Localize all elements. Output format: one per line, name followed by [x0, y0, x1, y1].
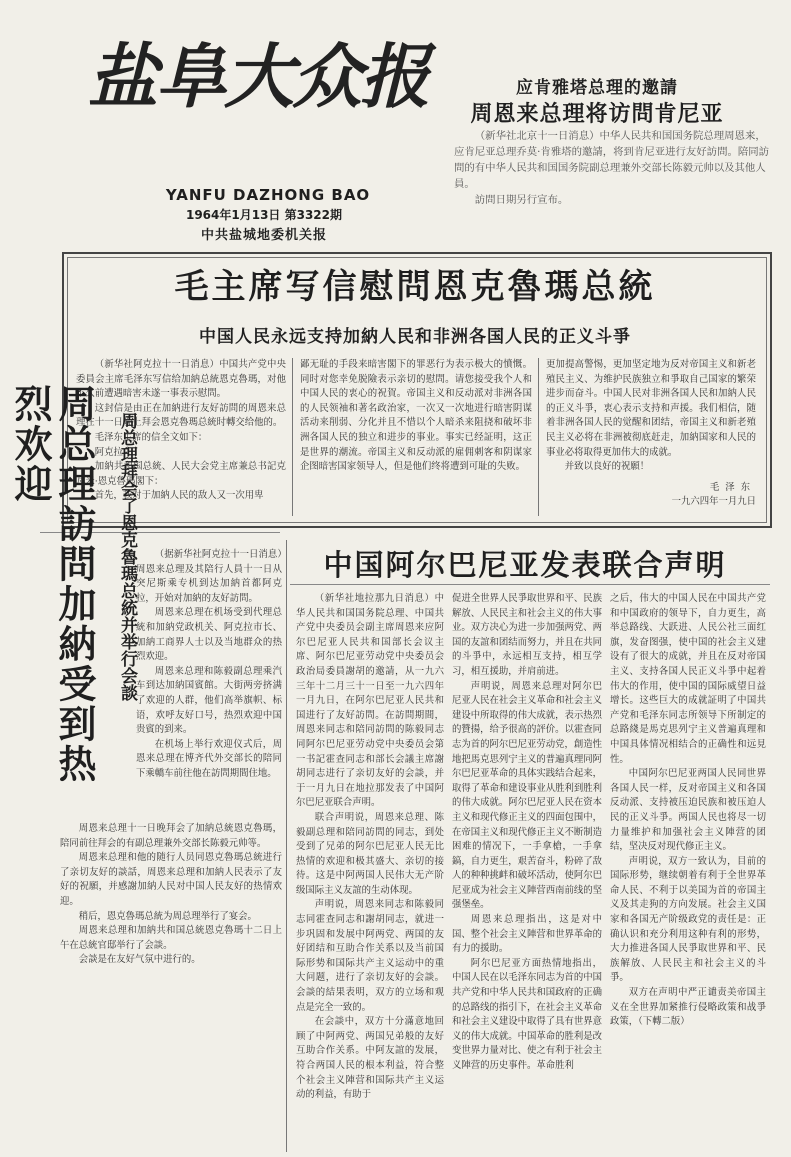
top-story-body: [454, 128, 772, 208]
top-story-kicker: 应肯雅塔总理的邀請: [516, 78, 678, 98]
lead-story-paragraph: 这封信是由正在加納进行友好訪問的周恩来总理在十一日晚上拜会恩克魯瑪总統时轉交给他的。: [76, 402, 286, 429]
lead-story-salutation: 阿克拉: [94, 446, 123, 458]
zhou-story-paragraph: 会談是在友好气氛中进行的。: [78, 954, 201, 966]
zhou-story-paragraph: 周恩来总理和加納共和国总統恩克魯瑪十二日上午在总統官邸举行了会談。: [60, 925, 282, 951]
lead-story-paragraph: 更加提高警惕，更加坚定地为反对帝国主义和新老殖民主义、为维护民族独立和爭取自己国家的繁荣进步而奋斗。中国人民对非洲各国人民和加納人民的正义斗爭，衷心表示支持和声援。我们相信，随着非洲各国人民的觉醒和团结，帝国主义和新老殖民主义必将在非洲被彻底赶走，加納国家和人民的事业必将取得更加伟大的成就。: [546, 359, 756, 458]
zhou-story-paragraph: 周恩来总理和他的随行人员同恩克魯瑪总統进行了亲切友好的談話，周恩来总理和加納人民表示了友好的祝願，并感謝加納人民对中国人民友好的热情欢迎。: [60, 852, 282, 907]
zhou-story-subhead: 周总理拜会了恩克魯瑪总統并举行会談: [117, 412, 137, 701]
albania-story-paragraph: 阿尔巴尼亚方面热情地指出，中国人民在以毛泽东同志为首的中国共产党和中华人民共和国政府的正确的总路线的指引下，在社会主义革命和社会主义建设中取得了具有世界意义的伟大成就。中国革命的胜利是改变世界力量对比、使之有利于社会主义陣营的历史事件。革命胜利: [452, 957, 602, 1071]
masthead-date-issue: 1964年1月13日 第3322期: [185, 208, 343, 222]
top-story-paragraph: （新华社北京十一日消息）中华人民共和国国务院总理周恩来，应肯尼亚总理乔莫·肯雅塔的邀請，将到肯尼亚进行友好訪問。陪同訪問的有中华人民共和国国务院副总理兼外交部长陈毅元帅以及其他人員。: [454, 130, 770, 190]
masthead-title: 盐阜大众报: [88, 35, 428, 118]
albania-story-paragraph: 声明说，双方一致认为，目前的国际形势，继续朝着有利于全世界革命人民、不利于以美国为首的帝国主义及其走狗的方向发展。社会主义国家和各国无产阶级政党的责任是：正确认识和充分利用这种有利的形势，大力推进各国人民爭取世界和平、民族解放、人民民主和社会主义的斗爭。: [610, 855, 766, 984]
albania-story-column-2: [452, 592, 602, 1152]
albania-story-column-3: [610, 592, 766, 1152]
zhou-story-paragraph: 周恩来总理和陈毅副总理乘汽车到达加納国賓館。大街两旁挤满了欢迎的人群，他们高举旗帜、标语，欢呼友好口号，热烈欢迎中国贵賓的到来。: [136, 665, 282, 736]
lead-story-wish: 并致以良好的祝願！: [564, 461, 650, 473]
top-story-paragraph-end: 訪問日期另行宣布。: [474, 194, 569, 206]
zhou-story-column: [136, 548, 282, 820]
lead-story-column-2: [300, 358, 532, 518]
lead-story-column-3: [546, 358, 756, 518]
zhou-story-paragraph: （据新华社阿克拉十一日消息）周恩来总理及其陪行人員十一日从突尼斯乘专机到达加納首都阿克拉，开始对加納的友好訪問。: [136, 549, 282, 604]
albania-story-column-1: [296, 592, 444, 1152]
masthead-organ: 中共盐城地委机关报: [200, 228, 327, 243]
lead-story-date: 一九六四年一月九日: [671, 496, 756, 508]
albania-story-paragraph: 周恩来总理指出，这是对中国、整个社会主义陣营和世界革命的有力的援助。: [452, 914, 602, 955]
lead-story-signature: 毛泽东: [709, 481, 756, 493]
albania-story-paragraph: 双方在声明中严正谴责美帝国主义在全世界加紧推行侵略政策和战爭政策，（下轉二版）: [610, 987, 766, 1028]
albania-story-paragraph: 声明说，周恩来总理对阿尔巴尼亚人民在社会主义革命和社会主义建设中所取得的伟大成就，表示热烈的贊揚，给予很高的評价。以霍查同志为首的阿尔巴尼亚劳动党，創造性地把馬克思列宁主义的普遍真理同阿尔巴尼亚革命的具体实践结合起来，取得了革命和建设事业从胜利到胜利的伟大成就。阿尔巴尼亚人民在资本主义和现代修正主义的四面包围中，在帝国主义和现代修正主义不断制造困难的情况下，一手拿槍，一手拿鎬，自力更生，艰苦奋斗，粉碎了敌人的种种挑衅和破坏活动，使阿尔巴尼亚成为社会主义陣营西南前线的坚强堡垒。: [452, 680, 602, 911]
albania-story-paragraph: 在会談中，双方十分滿意地回顾了中阿两党、两国兄弟般的友好互助合作关系。中阿友誼的发展，符合两国人民的根本利益，符合整个社会主义陣营和国际共产主义运动的利益，有助于: [296, 1016, 444, 1101]
masthead-roman: YANFU DAZHONG BAO: [165, 186, 371, 204]
zhou-story-paragraph: 周恩来总理在机场受到代理总統和加納党政机关、阿克拉市长、加納工商界人士以及当地群众的热烈欢迎。: [136, 607, 282, 663]
albania-story-paragraph: 联合声明说，周恩来总理、陈毅副总理和陪同訪問的同志，到处受到了兄弟的阿尔巴尼亚人民无比热情的欢迎和极其盛大、亲切的接待。这是中阿两国人民伟大无产阶级国际主义友誼的生动体现。: [296, 811, 444, 896]
zhou-story-headline: 周总理訪問加納受到热烈欢迎: [8, 384, 97, 784]
albania-story-paragraph: 之后，伟大的中国人民在中国共产党和中国政府的领导下，自力更生，高举总路线、大跃进、人民公社三面红旗，发奋图强，使中国的社会主义建设有了很大的成就，并且在反对帝国主义、支持各国人民正义斗爭中起着伟大的作用，使中国的国际威望日益增长。这些巨大的成就証明了中国共产党和毛泽东同志所领导下所制定的总路綫是馬克思列宁主义普遍真理和中国具体情况相结合的正确性和远見性。: [610, 593, 766, 765]
lead-story-headline: 毛主席写信慰問恩克魯瑪总統: [174, 267, 656, 307]
top-story-headline: 周恩来总理将访問肯尼亚: [470, 101, 724, 127]
zhou-story-paragraph: 稍后，恩克魯瑪总統为周总理举行了宴会。: [78, 910, 257, 922]
lead-story-paragraph: 首先，我对于加納人民的敌人又一次用卑: [94, 490, 264, 502]
lead-story-subhead: 中国人民永远支持加納人民和非洲各国人民的正义斗爭: [199, 327, 631, 347]
albania-story-paragraph: 促进全世界人民爭取世界和平、民族解放、人民民主和社会主义的伟大事业。双方决心为进一步加强两党、两国的友誼和团结而努力，并且在共同的斗爭中，永远相互支持，相互学习，相互援助，并肩前进。: [452, 593, 602, 677]
lead-story-paragraph: 鄙无耻的手段来暗害閣下的罪恶行为表示极大的憤慨。同时对您幸免脱險表示亲切的慰問。请您接受我个人和中国人民的衷心的祝賀。帝国主义和反动派对非洲各国的人民领袖和著名政治家，一次又一次地进行暗害阴谋活动来削弱、分化并且不惜以个人暗杀来阻挠和破坏非洲各国人民的独立和进步的事业。事实已经証明，这正是世界的潮流。帝国主义和反动派的雇佣刺客和阴谋家企图暗害国家领导人，但是他们终将遭到可耻的失败。: [300, 359, 532, 473]
zhou-story-paragraph: 周恩来总理十一日晚拜会了加納总統恩克魯瑪，陪同前往拜会的有副总理兼外交部长陈毅元帅等。: [60, 823, 282, 849]
lead-story-paragraph: 毛泽东主席的信全文如下：: [94, 431, 208, 443]
albania-story-paragraph: （新华社地拉那九日消息）中华人民共和国国务院总理、中国共产党中央委员会副主席周恩来应阿尔巴尼亚人民共和国部长会议主席、阿尔巴尼亚劳动党中央委员会政治局委員謝胡的邀請，从一九六三年十二月三十一日至一九六四年一月九日，在阿尔巴尼亚人民共和国进行了友好訪問。在訪問期間，周恩来同志和陪同訪問的陈毅同志同阿尔巴尼亚劳动党中央委员会第一书記霍查同志和部长会議主席謝胡同志进行了亲切友好的会談，并于一月九日在地拉那发表了中国阿尔巴尼亚联合声明。: [296, 593, 444, 809]
lead-story-address: 加納共和国总統、人民大会党主席兼总书記克瓦米·恩克魯瑪閣下：: [76, 461, 286, 487]
zhou-story-column-lower: [60, 822, 282, 1152]
albania-story-headline: 中国阿尔巴尼亚发表联合声明: [323, 548, 727, 582]
albania-story-paragraph: 中国阿尔巴尼亚两国人民同世界各国人民一样，反对帝国主义和各国反动派、支持被压迫民族和被压迫人民的正义斗爭。两国人民也将尽一切力量维护和加强社会主义陣营的团结，坚决反对现代修正主义。: [610, 768, 766, 853]
zhou-story-paragraph: 在机场上举行欢迎仪式后，周恩来总理在博齐代外交部长的陪同下乘轎车前往他在訪問期間住地。: [136, 738, 282, 779]
albania-story-paragraph: 声明说，周恩来同志和陈毅同志同霍查同志和謝胡同志，就进一步巩固和发展中阿两党、两国的友好团结和互助合作关系以及当前国际形势和国际共产主义运动中的重大问题，进行了亲切友好的会談。会談的結果表明，双方的立场和观点是完全一致的。: [296, 899, 444, 1013]
lead-story-paragraph: （新华社阿克拉十一日消息）中国共产党中央委員会主席毛泽东写信给加納总統恩克魯瑪，对他不久前遭遇暗害未遂一事表示慰問。: [76, 359, 286, 400]
